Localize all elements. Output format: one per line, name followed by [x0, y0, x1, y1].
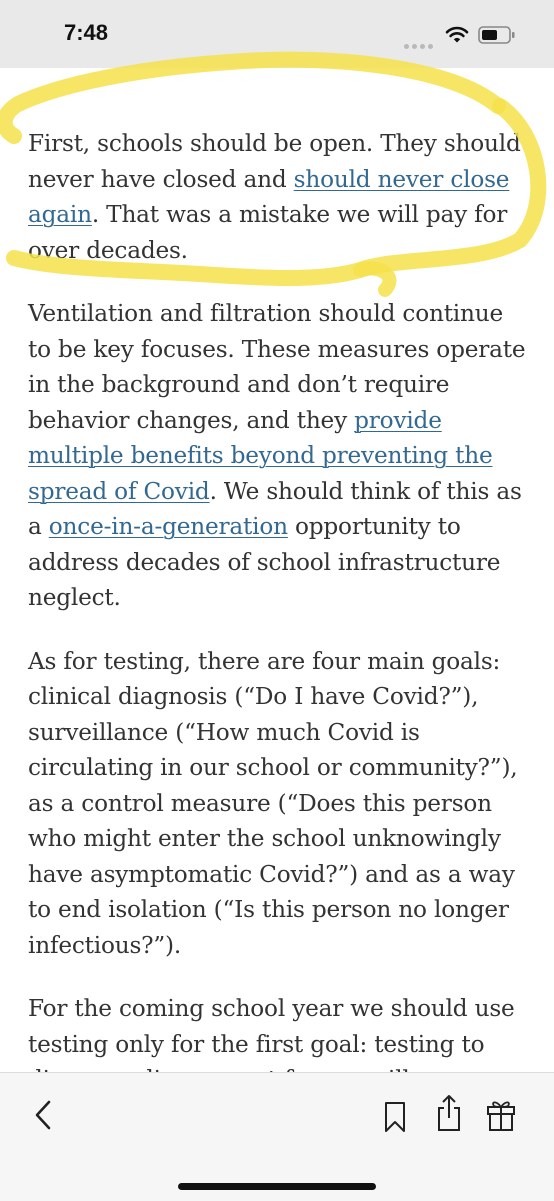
share-button[interactable]: [432, 1093, 466, 1133]
status-bar: [0, 0, 554, 68]
paragraph-text: . We should think of this as a: [28, 477, 522, 540]
paragraph-text: . That was a mistake we will pay for over decades.: [28, 201, 508, 264]
article-link[interactable]: once-in-a-generation: [48, 513, 288, 540]
signal-icon: [404, 34, 440, 40]
gift-icon: [486, 1098, 516, 1132]
battery-icon: [478, 26, 516, 44]
article-link[interactable]: provide multiple benefits beyond preventing the spread of Covid: [28, 406, 493, 505]
paragraph-text: Ventilation and filtration should continue to be key focuses. These measures operate in the background and don’t require behavior changes, and they: [28, 300, 526, 434]
bookmark-icon: [382, 1101, 408, 1133]
home-indicator: [178, 1183, 376, 1190]
back-button[interactable]: [26, 1095, 60, 1135]
article-paragraph: [28, 126, 528, 268]
paragraph-text: As for testing, there are four main goals: clinical diagnosis (“Do I have Covid?”), surveillance (“How much Covid is circulating in our school or community?”), as a control measure (“Does this person who might enter the school unknowingly have asymptomatic Covid?”) and as a way to end isolation (“Is this person no longer infectious?”).: [28, 647, 518, 959]
paragraph-text: First, schools should be open. They should never have closed and: [28, 130, 521, 193]
paragraph-text: For the coming school year we should use testing only for the first goal: testing to: [28, 995, 515, 1058]
share-icon: [435, 1094, 463, 1132]
paragraph-text: opportunity to address decades of school infrastructure neglect.: [28, 513, 501, 611]
back-chevron-icon: [32, 1099, 54, 1131]
gift-button[interactable]: [484, 1095, 518, 1135]
bottom-toolbar: [0, 1072, 554, 1201]
article-paragraph: [28, 644, 528, 964]
article-paragraph: [28, 296, 528, 616]
article-body: [28, 126, 528, 1076]
article-link[interactable]: should never close again: [28, 165, 510, 228]
wifi-icon: [445, 26, 469, 44]
status-time: 7:48: [64, 20, 109, 45]
bookmark-button[interactable]: [378, 1097, 412, 1137]
